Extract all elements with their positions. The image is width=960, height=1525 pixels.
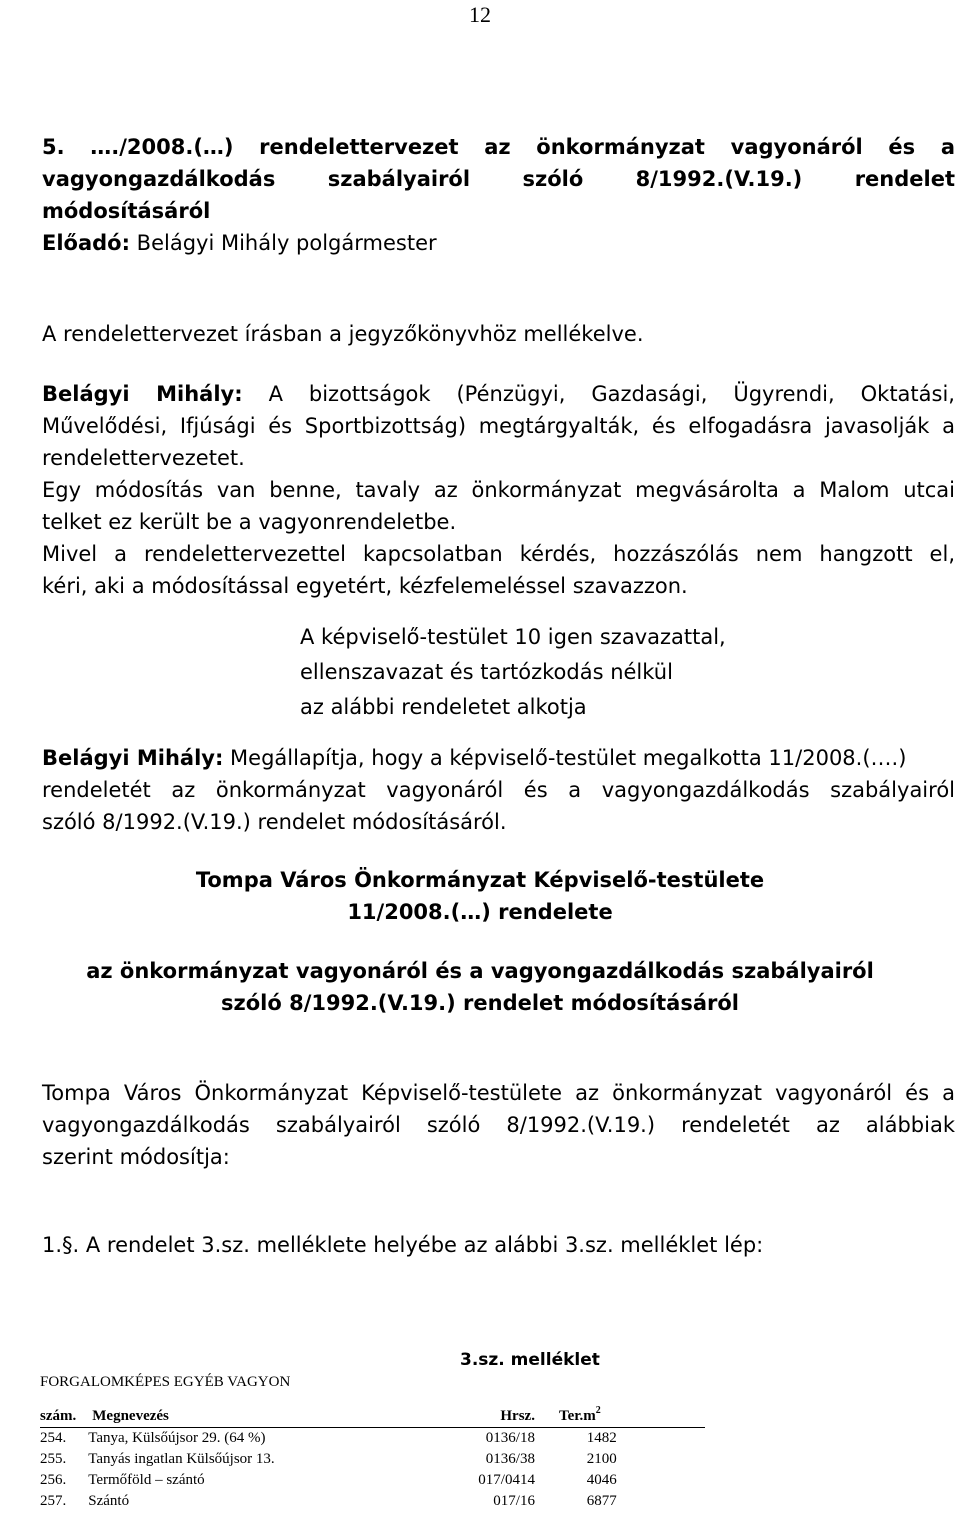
decree-title-line-2: 11/2008.(…) rendelete <box>347 900 613 924</box>
table-row: 254. Tanya, Külsőújsor 29. (64 %) 0136/18 1482 <box>40 1430 617 1446</box>
speech-1-line-7: kéri, aki a módosítással egyetért, kézfelemeléssel szavazzon. <box>42 574 688 598</box>
section-1: 1.§. A rendelet 3.sz. melléklete helyébe az alábbi 3.sz. melléklet lép: <box>42 1233 764 1257</box>
agenda-line-1: 5. …./2008.(…) rendelettervezet az önkormányzat vagyonáról és a <box>42 135 955 159</box>
header-name: Megnevezés <box>76 1406 422 1428</box>
agenda-item-title <box>42 131 955 227</box>
vote-result <box>300 620 726 725</box>
speech-1-line-2: Művelődési, Ifjúsági és Sportbizottság) megtárgyalták, és elfogadásra javasolják a <box>42 414 955 438</box>
presenter-name: Belágyi Mihály polgármester <box>130 231 437 255</box>
vote-line-1: A képviselő-testület 10 igen szavazattal, <box>300 625 726 649</box>
speech-2 <box>42 742 955 838</box>
speech-1-line-1: Belágyi Mihály: A bizottságok (Pénzügyi, Gazdasági, Ügyrendi, Oktatási, <box>42 382 955 406</box>
vote-line-3: az alábbi rendeletet alkotja <box>300 695 587 719</box>
speech-2-line-1: Belágyi Mihály: Megállapítja, hogy a képviselő-testület megalkotta 11/2008.(….) <box>42 746 907 770</box>
table-row: 255. Tanyás ingatlan Külsőújsor 13. 0136/38 2100 <box>40 1451 617 1467</box>
decree-title-line-4: szóló 8/1992.(V.19.) rendelet módosításáról <box>221 991 739 1015</box>
vote-line-2: ellenszavazat és tartózkodás nélkül <box>300 660 673 684</box>
presenter-line <box>42 227 955 259</box>
table-header-row <box>40 1406 705 1428</box>
decree-title-line-1: Tompa Város Önkormányzat Képviselő-testülete <box>195 868 765 892</box>
agenda-line-2: vagyongazdálkodás szabályairól szóló 8/1992.(V.19.) rendelet <box>42 167 955 191</box>
page-number: 12 <box>469 2 491 27</box>
speaker-name: Belágyi Mihály: <box>42 382 243 406</box>
header-area: $Ter.m^2$ <box>547 1406 617 1428</box>
annex-category: FORGALOMKÉPES EGYÉB VAGYON <box>40 1374 291 1390</box>
table-row: 257. Szántó 017/16 6877 <box>40 1493 617 1509</box>
preamble-line-2: vagyongazdálkodás szabályairól szóló 8/1992.(V.19.) rendeletét az alábbiak <box>42 1113 955 1137</box>
speech-1-line-3: rendelettervezetet. <box>42 446 245 470</box>
preamble-line-1: Tompa Város Önkormányzat Képviselő-testülete az önkormányzat vagyonáról és a <box>42 1081 955 1105</box>
header-num: szám. <box>40 1406 76 1428</box>
preamble <box>42 1077 955 1173</box>
speech-2-line-3: szóló 8/1992.(V.19.) rendelet módosításáról. <box>42 810 507 834</box>
annex-label: 3.sz. melléklet <box>460 1350 600 1370</box>
decree-title-line-3: az önkormányzat vagyonáról és a vagyongazdálkodás szabályairól <box>86 959 874 983</box>
agenda-line-3: módosításáról <box>42 199 211 223</box>
speech-1-line-4: Egy módosítás van benne, tavaly az önkormányzat megvásárolta a Malom utcai <box>42 478 955 502</box>
presenter-label: Előadó: <box>42 231 130 255</box>
header-spacer <box>617 1406 705 1428</box>
speech-1-line-5: telket ez került be a vagyonrendeletbe. <box>42 510 457 534</box>
speaker-name: Belágyi Mihály: <box>42 746 224 770</box>
speech-1 <box>42 378 955 602</box>
preamble-line-3: szerint módosítja: <box>42 1145 230 1169</box>
speech-1-line-6: Mivel a rendelettervezettel kapcsolatban kérdés, hozzászólás nem hangzott el, <box>42 542 955 566</box>
header-hrsz: Hrsz. <box>422 1406 547 1428</box>
attachment-note: A rendelettervezet írásban a jegyzőkönyvhöz mellékelve. <box>42 322 644 346</box>
speech-2-line-2: rendeletét az önkormányzat vagyonáról és a vagyongazdálkodás szabályairól <box>42 778 955 802</box>
property-table <box>40 1406 705 1512</box>
table-row: 256. Termőföld – szántó 017/0414 4046 <box>40 1472 617 1488</box>
